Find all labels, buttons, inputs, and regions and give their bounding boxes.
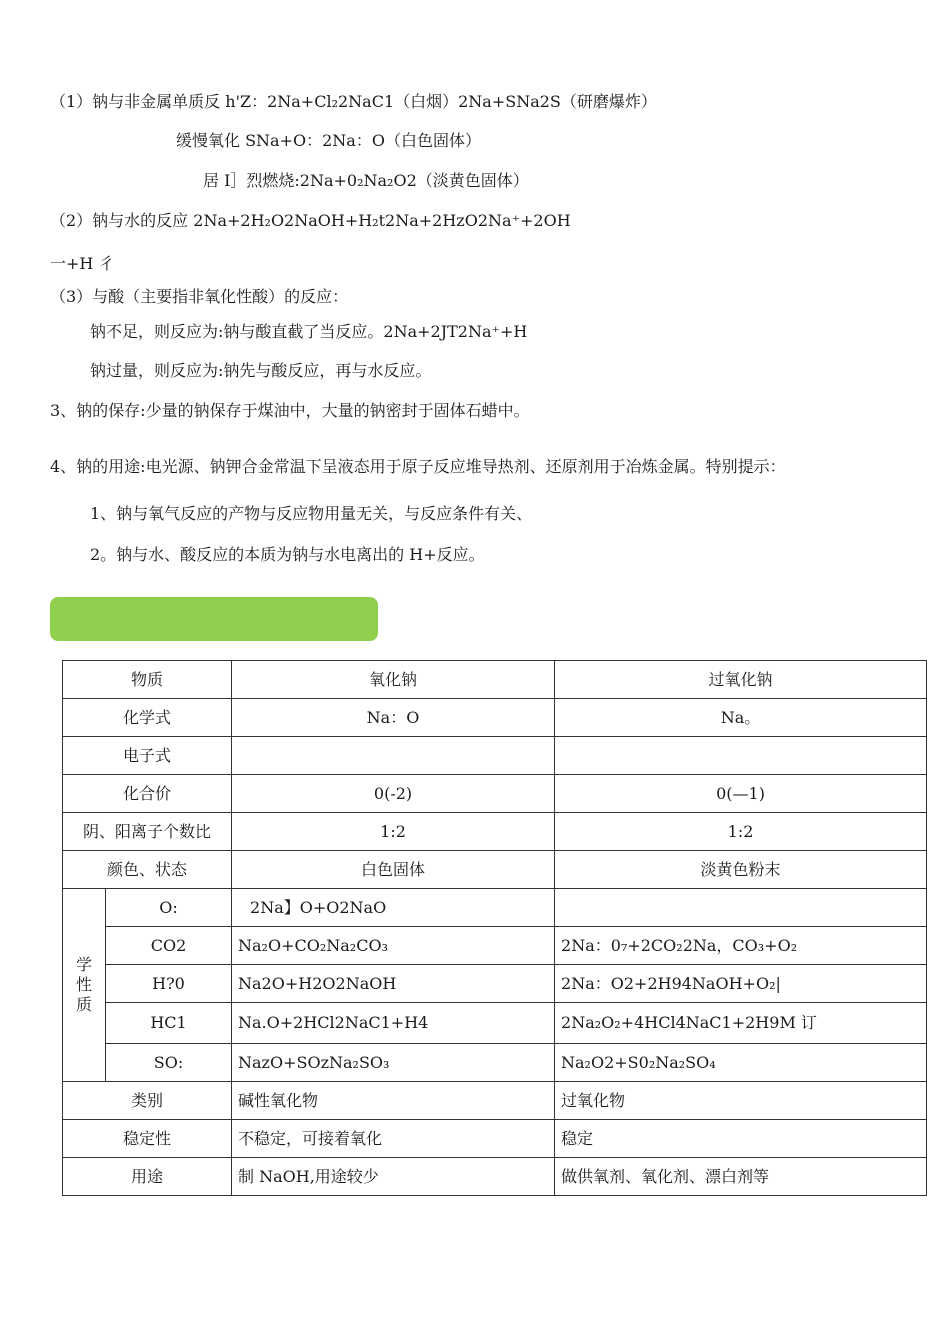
- table-row: [63, 775, 927, 813]
- row-label: 类别: [63, 1082, 232, 1120]
- equation-na2o2: [555, 889, 927, 927]
- equation-na2o2: Na₂O2+S0₂Na₂SO₄: [555, 1044, 927, 1082]
- row-label: 颜色、状态: [63, 851, 232, 889]
- cell-value: 制 NaOH,用途较少: [232, 1158, 555, 1196]
- table-row: [63, 1082, 927, 1120]
- cell-value: 碱性氧化物: [232, 1082, 555, 1120]
- table-row: [63, 965, 927, 1003]
- cell-value: [232, 737, 555, 775]
- header-substance: 物质: [63, 661, 232, 699]
- row-label: 稳定性: [63, 1120, 232, 1158]
- table-row: [63, 1044, 927, 1082]
- equation-na2o: NazO+SOzNa₂SO₃: [232, 1044, 555, 1082]
- row-label: 阴、阳离子个数比: [63, 813, 232, 851]
- table-row: [63, 699, 927, 737]
- para-nonmetal-reaction: （1）钠与非金属单质反 h'Z：2Na+Cl₂2NaC1（白烟）2Na+SNa2S（研磨爆炸）: [50, 92, 657, 111]
- para-combustion: 居 I］烈燃烧:2Na+0₂Na₂O2（淡黄色固体）: [203, 171, 529, 190]
- table-row: [63, 851, 927, 889]
- tip-2: 2。钠与水、酸反应的本质为钠与水电离出的 H+反应。: [90, 545, 485, 564]
- equation-na2o2: 2Na₂O₂+4HCl4NaC1+2H9M 订: [555, 1003, 927, 1044]
- para-uses: 4、钠的用途:电光源、钠钾合金常温下呈液态用于原子反应堆导热剂、还原剂用于冶炼金属。特别提示：: [50, 457, 786, 476]
- header-sodium-peroxide: 过氧化钠: [555, 661, 927, 699]
- reagent-label: CO2: [106, 927, 232, 965]
- para-storage: 3、钠的保存:少量的钠保存于煤油中，大量的钠密封于固体石蜡中。: [50, 401, 530, 420]
- cell-value: 1:2: [555, 813, 927, 851]
- chem-properties-label: [63, 889, 106, 1082]
- tip-1: 1、钠与氧气反应的产物与反应物用量无关，与反应条件有关、: [90, 504, 533, 523]
- para-acid-reaction: （3）与酸（主要指非氧化性酸）的反应：: [50, 287, 349, 306]
- cell-value: 不稳定，可接着氧化: [232, 1120, 555, 1158]
- cell-value: 1:2: [232, 813, 555, 851]
- cell-value: 白色固体: [232, 851, 555, 889]
- row-label: 用途: [63, 1158, 232, 1196]
- header-sodium-oxide: 氧化钠: [232, 661, 555, 699]
- chem-label-char: 性: [75, 975, 92, 994]
- equation-na2o: 2Na】O+O2NaO: [232, 889, 555, 927]
- para-sodium-excess: 钠过量，则反应为:钠先与酸反应，再与水反应。: [90, 361, 432, 380]
- table-row: [63, 1120, 927, 1158]
- equation-na2o2: 2Na：0₇+2CO₂2Na，CO₃+O₂: [555, 927, 927, 965]
- table-row: [63, 1003, 927, 1044]
- para-water-reaction-cont: 一+H 彳: [50, 254, 115, 273]
- cell-value: 稳定: [555, 1120, 927, 1158]
- cell-value: 过氧化物: [555, 1082, 927, 1120]
- sodium-oxides-table: [62, 660, 927, 1196]
- reagent-label: H?0: [106, 965, 232, 1003]
- reagent-label: O:: [106, 889, 232, 927]
- row-label: 化学式: [63, 699, 232, 737]
- row-label: 电子式: [63, 737, 232, 775]
- cell-value: 淡黄色粉末: [555, 851, 927, 889]
- table-row: [63, 737, 927, 775]
- chem-label-char: 质: [75, 995, 92, 1014]
- cell-value: 0(-2): [232, 775, 555, 813]
- cell-value: [555, 737, 927, 775]
- reagent-label: HC1: [106, 1003, 232, 1044]
- table-header-row: [63, 661, 927, 699]
- equation-na2o: Na2O+H2O2NaOH: [232, 965, 555, 1003]
- reagent-label: SO:: [106, 1044, 232, 1082]
- chem-label-char: 学: [75, 955, 92, 974]
- table-row: [63, 813, 927, 851]
- para-slow-oxidation: 缓慢氧化 SNa+O：2Na：O（白色固体）: [176, 131, 481, 150]
- equation-na2o: Na.O+2HCl2NaC1+H4: [232, 1003, 555, 1044]
- table-row: [63, 889, 927, 927]
- equation-na2o2: 2Na：O2+2H94NaOH+O₂|: [555, 965, 927, 1003]
- cell-value: 做供氧剂、氧化剂、漂白剂等: [555, 1158, 927, 1196]
- equation-na2o: Na₂O+CO₂Na₂CO₃: [232, 927, 555, 965]
- row-label: 化合价: [63, 775, 232, 813]
- cell-value: 0(—1): [555, 775, 927, 813]
- para-water-reaction: （2）钠与水的反应 2Na+2H₂O2NaOH+H₂t2Na+2HzO2Na⁺+2OH: [50, 211, 571, 230]
- table-row: [63, 927, 927, 965]
- cell-value: Na。: [555, 699, 927, 737]
- table-row: [63, 1158, 927, 1196]
- para-sodium-insufficient: 钠不足，则反应为:钠与酸直截了当反应。2Na+2JT2Na⁺+H: [90, 322, 528, 341]
- cell-value: Na：O: [232, 699, 555, 737]
- section-banner: [50, 597, 378, 641]
